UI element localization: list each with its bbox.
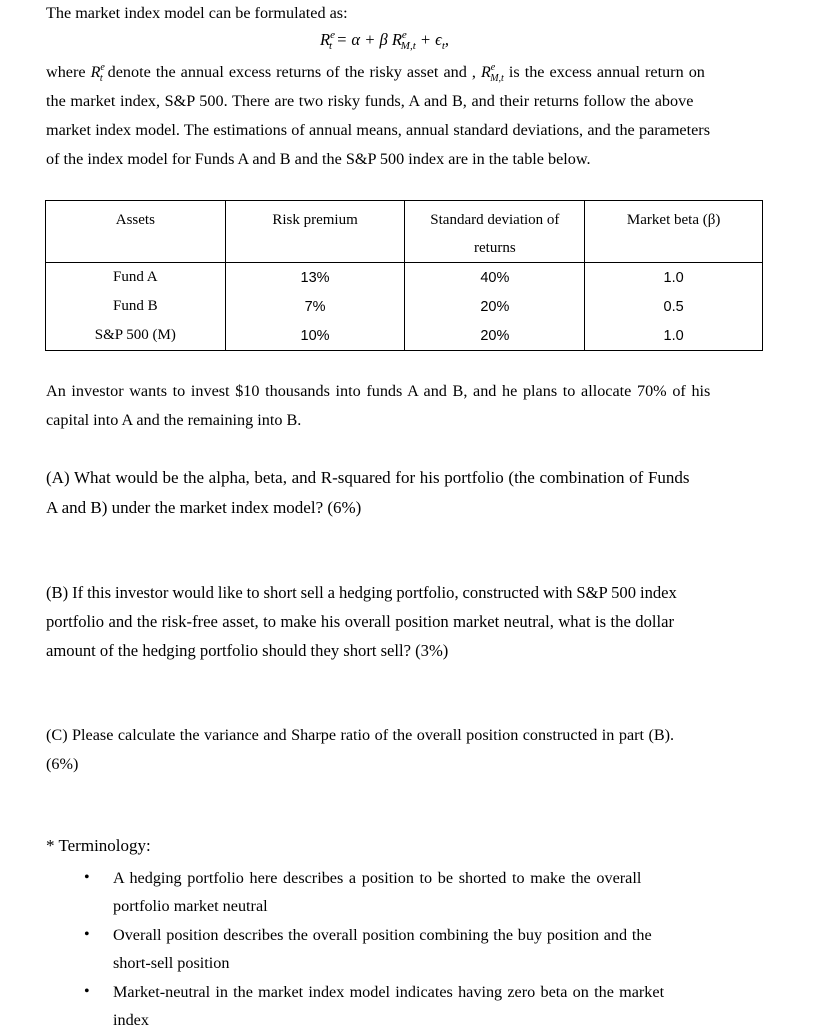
question-b-line-1: (B) If this investor would like to short sell a hedging portfolio, constructed with S&P 500 index xyxy=(46,583,677,602)
fund-parameters-table xyxy=(45,200,763,351)
market-return-symbol: $R^e_{M,t}$ xyxy=(480,62,504,84)
list-item: • Market-neutral in the market index model indicates having zero beta on the market index xyxy=(84,978,764,1034)
formula-rhs-sub: t xyxy=(441,40,445,52)
list-item: • Overall position describes the overall position combining the buy position and the short-sell position xyxy=(84,921,764,977)
question-b-line-2: portfolio and the risk-free asset, to make his overall position market neutral, what is the dollar xyxy=(46,612,674,631)
header-std-dev: Standard deviation of returns xyxy=(405,201,585,263)
index-model-formula xyxy=(320,30,449,50)
header-assets: Assets xyxy=(46,201,226,263)
question-c xyxy=(46,721,764,779)
list-item: • A hedging portfolio here describes a position to be shorted to make the overall portfolio market neutral xyxy=(84,864,764,920)
table-row xyxy=(46,321,763,351)
table-row xyxy=(46,292,763,321)
table-cell: 20% xyxy=(405,321,585,351)
where-desc: denote the annual excess returns of the risky asset and , xyxy=(107,63,476,81)
where-desc-end: is the excess annual return on xyxy=(508,63,705,81)
formula-lhs: R xyxy=(320,30,331,49)
table-cell: S&P 500 (M) xyxy=(46,321,226,351)
table-cell: Fund B xyxy=(46,292,226,321)
table-cell: 40% xyxy=(405,263,585,293)
intro-text: The market index model can be formulated as: xyxy=(46,4,348,22)
question-c-line-1: (C) Please calculate the variance and Sharpe ratio of the overall position constructed in part (B). xyxy=(46,726,675,744)
where-word: where xyxy=(46,63,86,81)
table-cell: 1.0 xyxy=(585,263,763,293)
formula-lhs-sup: e xyxy=(330,29,335,41)
table-cell: 7% xyxy=(225,292,405,321)
bullet-icon: • xyxy=(84,869,90,886)
where-line-3: market index model. The estimations of annual means, annual standard deviations, and the parameters xyxy=(46,121,710,139)
question-a-line-2: A and B) under the market index model? (6%) xyxy=(46,498,362,517)
bullet-icon: • xyxy=(84,983,90,1000)
table-cell: Fund A xyxy=(46,263,226,293)
table-row xyxy=(46,263,763,293)
question-b-line-3: amount of the hedging portfolio should they short sell? (3%) xyxy=(46,641,449,660)
asset-return-symbol: $R^e_t$ xyxy=(90,62,105,84)
table-cell: 1.0 xyxy=(585,321,763,351)
question-a-line-1: (A) What would be the alpha, beta, and R-squared for his portfolio (the combination of Funds xyxy=(46,468,690,487)
investor-paragraph xyxy=(46,377,764,435)
terminology-title: * Terminology: xyxy=(46,836,151,855)
terminology-list xyxy=(84,864,764,1035)
where-line-4: of the index model for Funds A and B and the S&P 500 index are in the table below. xyxy=(46,150,591,168)
question-c-line-2: (6%) xyxy=(46,755,79,773)
question-a xyxy=(46,463,764,523)
formula-mid: = α + β R xyxy=(336,30,402,49)
header-risk-premium: Risk premium xyxy=(225,201,405,263)
table-cell: 10% xyxy=(225,321,405,351)
formula-tail: , xyxy=(444,30,449,49)
table-cell: 0.5 xyxy=(585,292,763,321)
formula-lhs-sub: t xyxy=(328,40,333,52)
bullet-icon: • xyxy=(84,926,90,943)
formula-mkt-sup: e xyxy=(401,29,407,41)
header-market-beta: Market beta (β) xyxy=(585,201,763,263)
formula-mkt-sub: M,t xyxy=(400,40,416,52)
table-cell: 13% xyxy=(225,263,405,293)
formula-rhs: + ϵ xyxy=(419,30,442,49)
where-paragraph xyxy=(46,58,764,174)
where-line-2: the market index, S&P 500. There are two risky funds, A and B, and their returns follow the above xyxy=(46,92,694,110)
investor-line-2: capital into A and the remaining into B. xyxy=(46,411,302,429)
question-b xyxy=(46,578,764,665)
table-cell: 20% xyxy=(405,292,585,321)
table-header-row xyxy=(46,201,763,263)
investor-line-1: An investor wants to invest $10 thousands into funds A and B, and he plans to allocate 70% of his xyxy=(46,382,711,400)
